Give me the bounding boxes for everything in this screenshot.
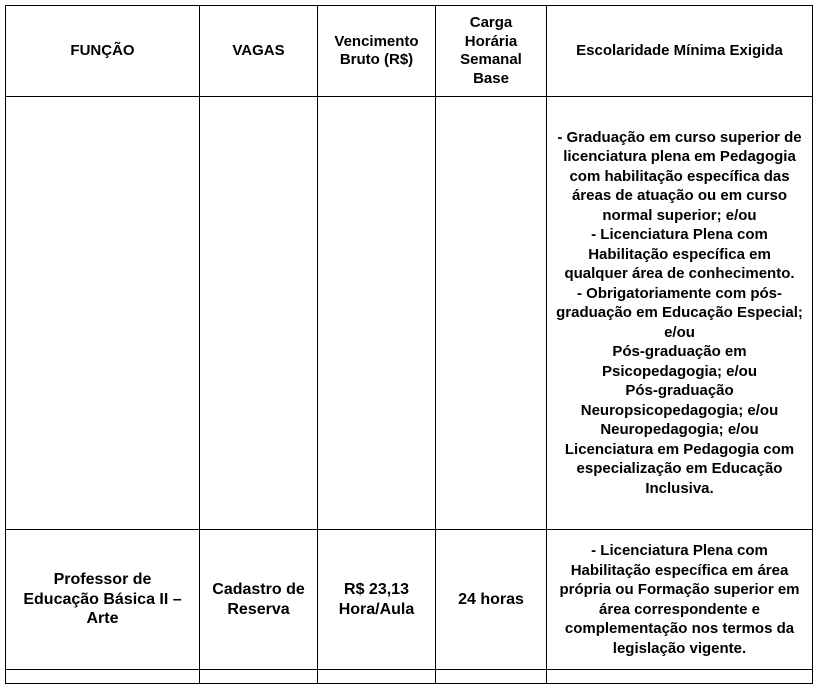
cell-escolaridade: - Graduação em curso superior de licenciatura plena em Pedagogia com habilitação específica das áreas de atuação ou em curso normal superior; e/ou - Licenciatura Plena com Habilitação específica em qualquer área de conhecimento. - Obrigatoriamente com pós- graduação em Educação Especial; e/ou Pós-graduação em Psicopedagogia; e/ou Pós-graduação Neuropsicopedagogia; e/ou Neuropedagogia; e/ou Licenciatura em Pedagogia com especialização em Educação Inclusiva. [547,97,813,530]
cell-carga [436,97,547,530]
cell-funcao: Professor de Educação Básica II – Arte [6,530,200,670]
header-vencimento: Vencimento Bruto (R$) [318,6,436,97]
cell-escolaridade: - Licenciatura Plena com Habilitação específica em área própria ou Formação superior em área correspondente e complementação nos termos da legislação vigente. [547,530,813,670]
cell-carga: 24 horas [436,530,547,670]
cell-vagas [200,670,318,684]
cell-funcao [6,97,200,530]
cell-vencimento [318,670,436,684]
header-vagas: VAGAS [200,6,318,97]
cell-vencimento: R$ 23,13 Hora/Aula [318,530,436,670]
header-funcao: FUNÇÃO [6,6,200,97]
table-row [6,530,813,670]
cell-vagas [200,97,318,530]
header-carga-horaria: Carga Horária Semanal Base [436,6,547,97]
table-row-partial [6,670,813,684]
cell-escolaridade [547,670,813,684]
cell-vagas: Cadastro de Reserva [200,530,318,670]
header-escolaridade: Escolaridade Mínima Exigida [547,6,813,97]
cell-funcao [6,670,200,684]
table-header-row [6,6,813,97]
table-row [6,97,813,530]
cell-vencimento [318,97,436,530]
positions-table [5,5,813,684]
cell-carga [436,670,547,684]
